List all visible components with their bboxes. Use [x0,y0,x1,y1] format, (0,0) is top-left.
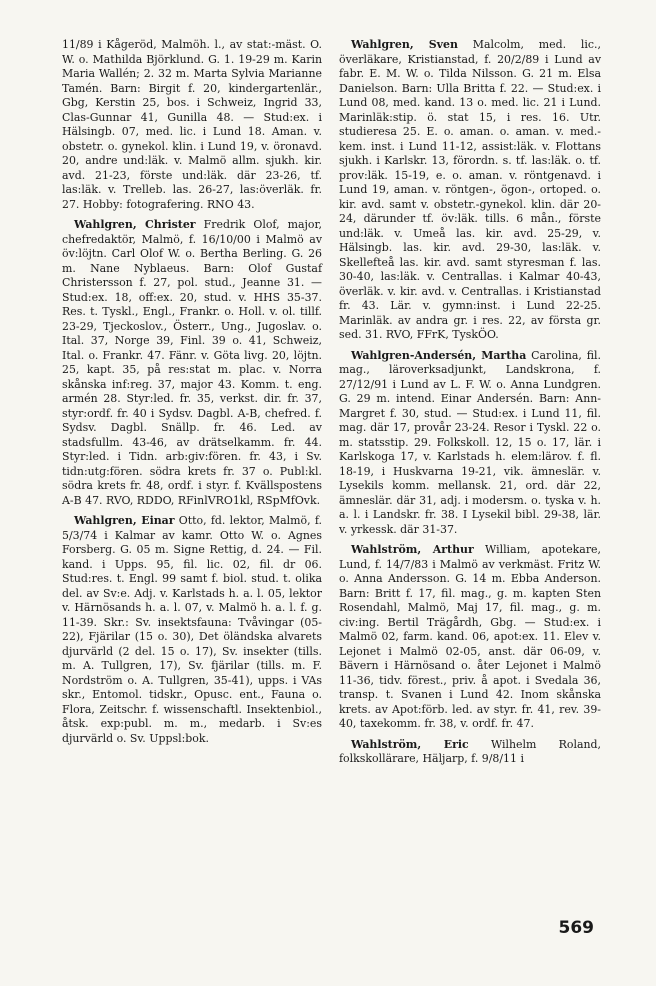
entry-name: Wahlgren-Andersén, Martha [351,348,527,362]
entry-text: Fredrik Olof, major, chefredaktör, Malmö, f. 16/10/00 i Malmö av öv:löjtn. Carl Olof W. o. Bertha Berling. G. 26 m. Nane Nyblaeus. Barn: Olof Gustaf Christersson f. 27, pol. stud., Jeanne 31. — Stud:ex. 18, off:ex. 20, stud. v. HHS 35-37. Res. t. Tyskl., Engl., Frankr. o. Holl. v. ol. tillf. 23-29, Tjeckoslov., Österr., Ung., Jugoslav. o. Ital. 37, Norge 39, Finl. 39 o. 41, Schweiz, Ital. o. Frankr. 47. Fänr. v. Göta livg. 20, löjtn. 25, kapt. 35, på res:stat m. plac. v. Norra skånska inf:reg. 37, major 43. Komm. t. eng. armén 28. Styr:led. fr. 35, verkst. dir. fr. 37, styr:ordf. fr. 40 i Sydsv. Dagbl. A-B, chefred. f. Sydsv. Dagbl. Snällp. fr. 46. Led. av stadsfullm. 43-46, av drätselkamm. fr. 44. Styr:led. i Tidn. arb:giv:fören. fr. 43, i Sv. tidn:utg:fören. södra krets fr. 37 o. Publ:kl. södra krets fr. 48, ordf. i styr. f. Kvällspostens A-B 47. RVO, RDDO, RFinlVRO1kl, RSpMfOvk. [62,218,323,507]
entry-text: Wilhelm Roland, folkskollärare, Häljarp, f. 9/8/11 i [339,737,601,765]
entry-text: Otto, fd. lektor, Malmö, f. 5/3/74 i Kalmar av kamr. Otto W. o. Agnes Forsberg. G. 05 m. Signe Rettig, d. 24. — Fil. kand. i Upps. 95, fil. lic. 02, fil. dr 06. Stud:res. t. Engl. 99 samt f. biol. stud. t. olika del. av Sv:e. Adj. v. Karlstads h. a. l. 05, lektor v. Härnösands h. a. l. 07, v. Malmö h. a. l. f. g. 11-39. Skr.: Sv. insektsfauna: Tvåvingar (05-22), Fjärilar (15 o. 30), Det öländska alvarets djurvärld (2 del. 15 o. 17), Sv. insekter (tills. m. A. Tullgren, 17), Sv. fjärilar (tills. m. F. Nordström o. A. Tullgren, 35-41), upps. i VAs skr., Entomol. tidskr., Opusc. ent., Fauna o. Flora, Zeitschr. f. wissenschaftl. Insektenbiol., åtsk. exp:publ. m. m., medarb. i Sv:es djurvärld o. Sv. Uppsl:bok. [62,514,322,745]
biography-entry [62,218,322,508]
biography-entry [339,38,601,343]
entry-name: Wahlgren, Christer [74,218,196,231]
entry-text: 11/89 i Kågeröd, Malmöh. l., av stat:-mäst. O. W. o. Mathilda Björklund. G. 1. 19-29 m. Karin Maria Wallén; 2. 32 m. Marta Sylvia Marianne Tamén. Barn: Birgit f. 20, kindergartenlär., Gbg, Kerstin 25, bos. i Schweiz, Ingrid 33, Clas-Gunnar 41, Gunilla 48. — Stud:ex. i Hälsingb. 07, med. lic. i Lund 18. Aman. v. obstetr. o. gynekol. klin. i Lund 19, v. öronavd. 20, andre und:läk. v. Malmö allm. sjukh. kir. avd. 21-23, förste und:läk. där 23-26, tf. las:läk. v. Trelleb. las. 26-27, las:överläk. fr. 27. Hobby: fotografering. RNO 43. [62,38,322,211]
entry-name: Wahlström, Arthur [351,543,474,556]
biography-entry [339,738,601,767]
biography-entry [339,543,601,732]
biography-entry [62,38,322,212]
entry-text: Malcolm, med. lic., överläkare, Kristianstad, f. 20/2/89 i Lund av fabr. E. M. W. o. Tilda Nilsson. G. 21 m. Elsa Danielson. Barn: Ulla Britta f. 22. — Stud:ex. i Lund 08, med. kand. 13 o. med. lic. 21 i Lund. Marinläk:stip. ö. stat 15, i res. 16. Utr. studieresa 25. E. o. aman. o. aman. v. med.-kem. inst. i Lund 11-12, assist:läk. v. Flottans sjukh. i Karlskr. 13, förordn. s. tf. las:läk. o. tf. prov:läk. 15-19, e. o. aman. v. röntgenavd. i Lund 19, aman. v. röntgen-, ögon-, ortoped. o. kir. avd. samt v. obstetr.-gynekol. klin. där 20-24, därunder tf. öv:läk. tills. 6 mån., förste und:läk. v. Umeå las. kir. avd. 25-29, v. Hälsingb. las. kir. avd. 29-30, las:läk. v. Skellefteå las. kir. avd. samt styresman f. las. 30-40, las:läk. v. Centrallas. i Kalmar 40-43, överläk. v. kir. avd. v. Centrallas. i Kristianstad fr. 43. Lär. v. gymn:inst. i Lund 22-25. Marinläk. av andra gr. i res. 22, av första gr. sed. 31. RVO, FFrK, TyskÖO. [339,38,601,341]
left-column [62,38,322,752]
page-number: 569 [558,918,594,938]
right-column [339,38,601,773]
biography-entry [339,349,601,538]
entry-name: Wahlström, Eric [351,737,469,751]
entry-name: Wahlgren, Einar [74,514,175,527]
biography-entry [62,514,322,746]
entry-name: Wahlgren, Sven [351,38,458,51]
entry-text: Carolina, fil. mag., läroverksadjunkt, Landskrona, f. 27/12/91 i Lund av L. F. W. o. Anna Lundgren. G. 29 m. intend. Einar Andersén. Barn: Ann-Margret f. 30, stud. — Stud:ex. i Lund 11, fil. mag. där 17, provår 23-24. Resor i Tyskl. 22 o. m. statsstip. 29. Folkskoll. 12, 15 o. 17, lär. i Karlskoga 17, v. Karlstads h. elem:lärov. f. fl. 18-19, i Huskvarna 19-21, vik. ämneslär. v. Lysekils komm. mellansk. 21, ord. där 22, ämneslär. där 31, adj. i modersm. o. tyska v. h. a. l. i Landskr. fr. 38. I Lysekil bibl. 29-38, lär. v. yrkessk. där 31-37. [339,348,601,536]
entry-text: William, apotekare, Lund, f. 14/7/83 i Malmö av verkmäst. Fritz W. o. Anna Andersson. G. 14 m. Ebba Anderson. Barn: Britt f. 17, fil. mag., g. m. kapten Sten Rosendahl, Malmö, Maj 17, fil. mag., g. m. civ:ing. Bertil Trägårdh, Gbg. — Stud:ex. i Malmö 02, farm. kand. 06, apot:ex. 11. Elev v. Lejonet i Malmö 02-05, anst. där 06-09, v. Bävern i Härnösand o. åter Lejonet i Malmö 11-36, tidv. förest., priv. å apot. i Svedala 36, transp. t. Svanen i Lund 42. Inom skånska krets. av Apot:förb. led. av styr. fr. 41, rev. 39-40, taxekomm. fr. 38, v. ordf. fr. 47. [339,543,601,730]
